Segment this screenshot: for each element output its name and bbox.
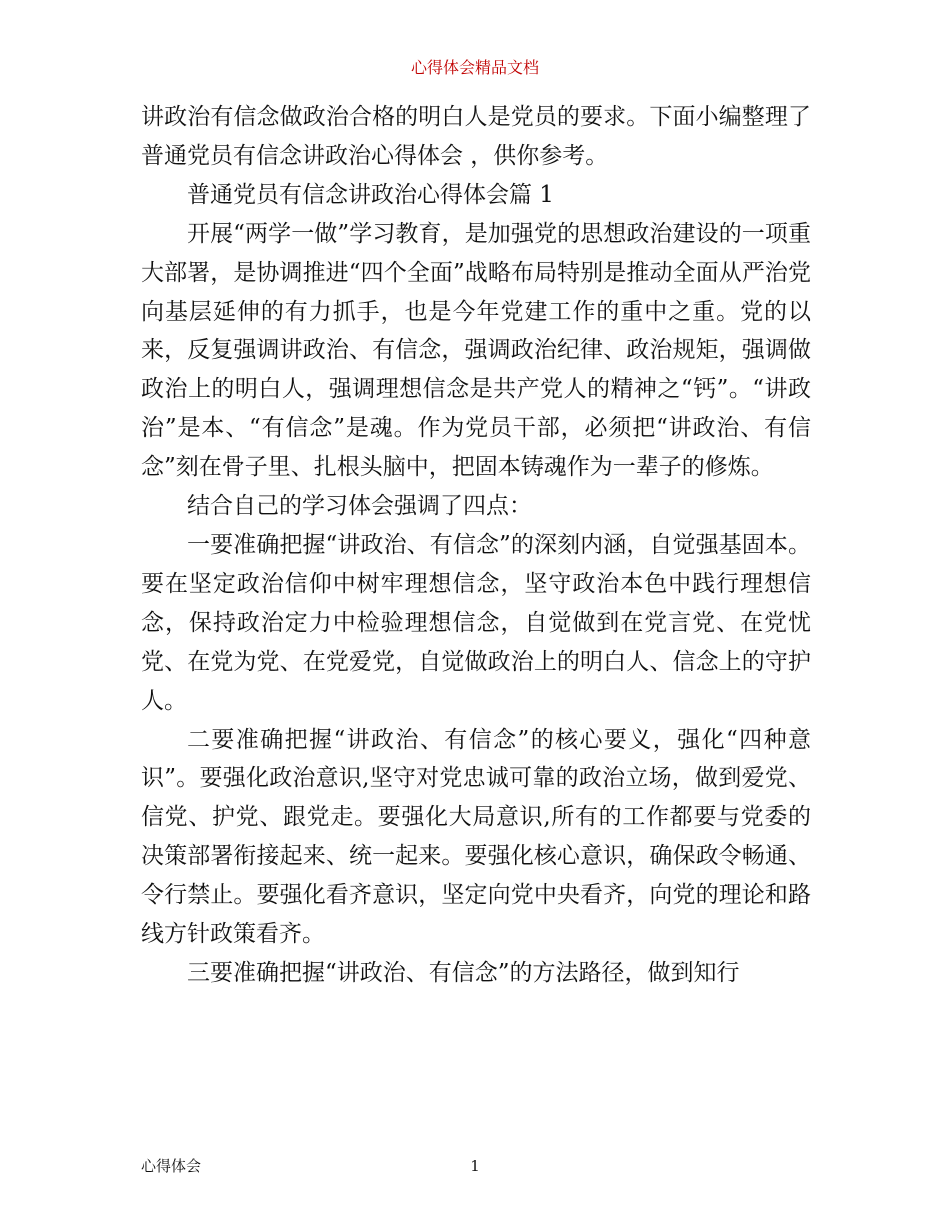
- section-heading: 普通党员有信念讲政治心得体会篇 1: [187, 181, 554, 208]
- page-number: 1: [470, 1157, 480, 1175]
- paragraph-intro: 讲政治有信念做政治合格的明白人是党员的要求。下面小编整理了普通党员有信念讲政治心得体会 ，供你参考。: [141, 104, 811, 169]
- paragraph: 二要准确把握“讲政治、有信念”的核心要义，强化“四种意识”。要强化政治意识,坚守对党忠诚可靠的政治立场，做到爱党、信党、护党、跟党走。要强化大局意识,所有的工作都要与党委的决策部署衔接起来、统一起来。要强化核心意识，确保政令畅通、令行禁止。要强化看齐意识，坚定向党中央看齐，向党的理论和路线方针政策看齐。: [141, 726, 811, 948]
- paragraph: 开展“两学一做”学习教育，是加强党的思想政治建设的一项重大部署，是协调推进“四个全面”战略布局特别是推动全面从严治党向基层延伸的有力抓手，也是今年党建工作的重中之重。党的以来，反复强调讲政治、有信念，强调政治纪律、政治规矩，强调做政治上的明白人，强调理想信念是共产党人的精神之“钙”。“讲政治”是本、“有信念”是魂。作为党员干部，必须把“讲政治、有信念”刻在骨子里、扎根头脑中，把固本铸魂作为一辈子的修炼。: [141, 220, 811, 481]
- document-body: [141, 98, 811, 993]
- page-footer-label: 心得体会: [141, 1157, 202, 1175]
- paragraph: 三要准确把握“讲政治、有信念”的方法路径，做到知行: [187, 959, 740, 986]
- paragraph: 一要准确把握“讲政治、有信念”的深刻内涵，自觉强基固本。要在坚定政治信仰中树牢理想信念，坚守政治本色中践行理想信念，保持政治定力中检验理想信念，自觉做到在党言党、在党忧党、在党为党、在党爱党，自觉做政治上的明白人、信念上的守护人。: [141, 531, 811, 714]
- paragraph: 结合自己的学习体会强调了四点：: [187, 493, 532, 520]
- page-header-title: 心得体会精品文档: [410, 58, 539, 77]
